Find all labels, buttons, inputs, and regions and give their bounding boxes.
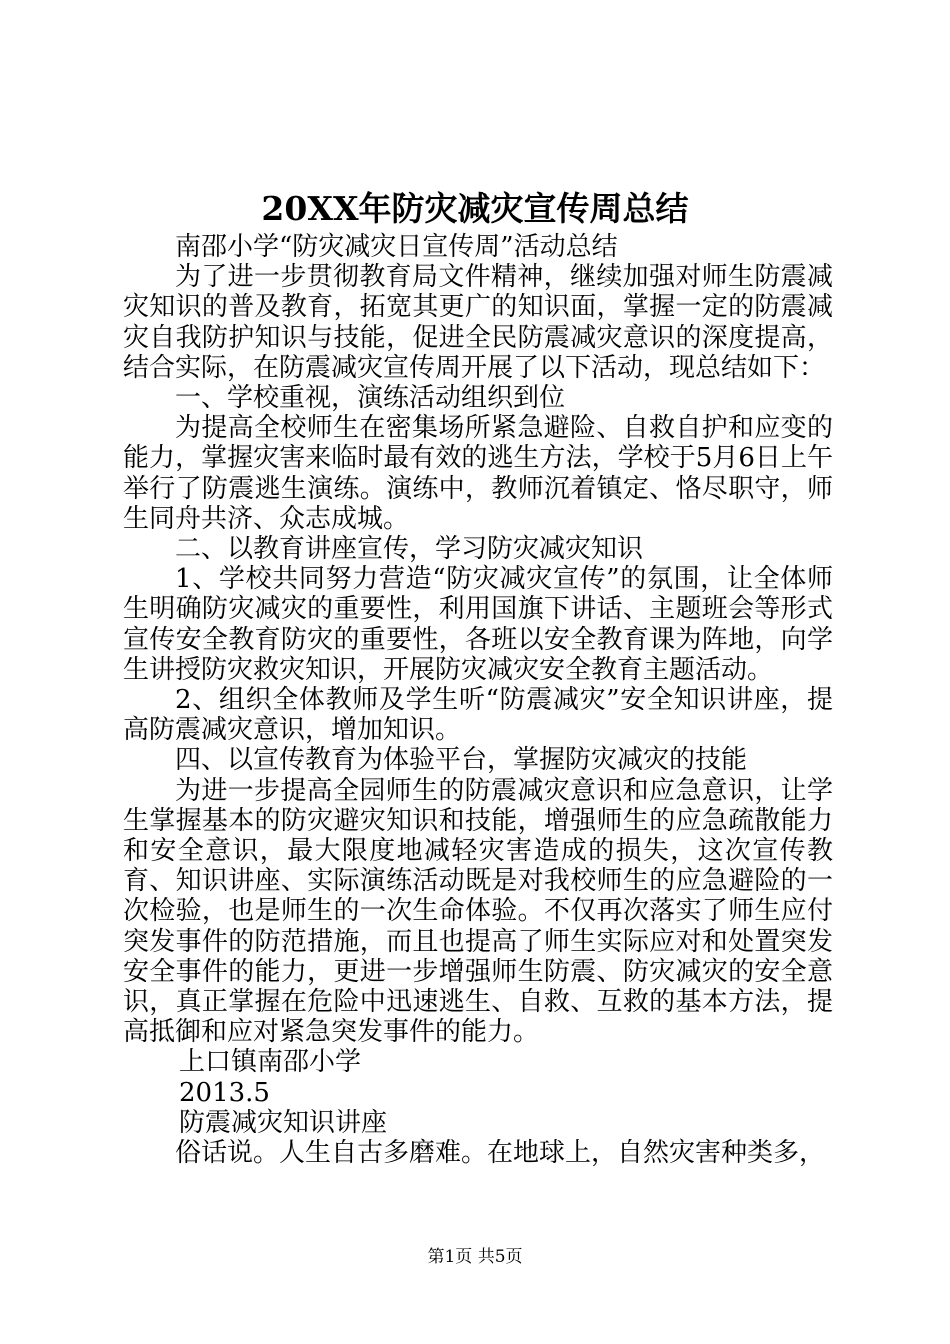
paragraph-subtitle: 南邵小学“防灾减灾日宣传周”活动总结 [175,232,618,262]
paragraph-item-1: 1、学校共同努力营造“防灾减灾宣传”的氛围，让全体师生明确防灾减灾的重要性，利用国旗下讲话、主题班会等形式宣传安全教育防灾的重要性，各班以安全教育课为阵地，向学生讲授防灾救灾知识，开展防灾减灾安全教育主题活动。 [123,564,833,685]
document-body [123,232,833,1168]
paragraph-item-2: 2、组织全体教师及学生听“防震减灾”安全知识讲座，提高防震减灾意识，增加知识。 [123,685,833,746]
section-heading-1: 一、学校重视，演练活动组织到位 [175,383,566,414]
document-title: 20XX年防灾减灾宣传周总结 [261,189,689,228]
page-footer: 第1页 共5页 [427,1247,523,1267]
next-section-title: 防震减灾知识讲座 [179,1107,388,1138]
section-heading-4: 四、以宣传教育为体验平台，掌握防灾减灾的技能 [175,745,748,776]
paragraph-section-1: 为提高全校师生在密集场所紧急避险、自救自护和应变的能力，掌握灾害来临时最有效的逃生方法，学校于5月6日上午举行了防震逃生演练。演练中，教师沉着镇定、恪尽职守，师生同舟共济、众志成城。 [123,413,833,534]
signature-school: 上口镇南邵小学 [179,1047,362,1078]
section-heading-2: 二、以教育讲座宣传，学习防灾减灾知识 [175,534,644,565]
paragraph-intro: 为了进一步贯彻教育局文件精神，继续加强对师生防震减灾知识的普及教育，拓宽其更广的知识面，掌握一定的防震减灾自我防护知识与技能，促进全民防震减灾意识的深度提高，结合实际，在防震减灾宣传周开展了以下活动，现总结如下： [123,262,833,383]
paragraph-section-4: 为进一步提高全园师生的防震减灾意识和应急意识，让学生掌握基本的防灾避灾知识和技能，增强师生的应急疏散能力和安全意识，最大限度地减轻灾害造成的损失，这次宣传教育、知识讲座、实际演练活动既是对我校师生的应急避险的一次检验，也是师生的一次生命体验。不仅再次落实了师生应付突发事件的防范措施，而且也提高了师生实际应对和处置突发安全事件的能力，更进一步增强师生防震、防灾减灾的安全意识，真正掌握在危险中迅速逃生、自救、互救的基本方法，提高抵御和应对紧急突发事件的能力。 [123,775,833,1048]
paragraph-lecture-start: 俗话说。人生自古多磨难。在地球上，自然灾害种类多， [175,1138,826,1169]
signature-date: 2013.5 [179,1077,270,1108]
